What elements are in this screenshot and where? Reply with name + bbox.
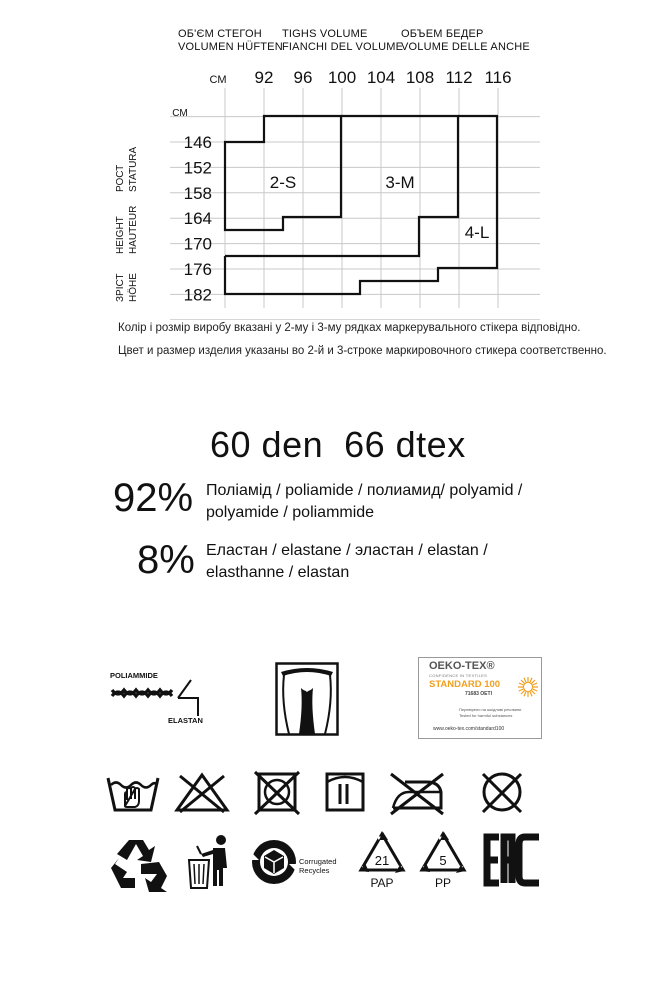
- hip-tick-label: 96: [293, 68, 313, 87]
- recycling-code-pap-icon: [357, 830, 407, 892]
- no-dry-clean-icon: [477, 770, 527, 816]
- recycle-icons-row: [105, 828, 555, 896]
- composition-line2-elastane: elasthanne / elastan: [206, 564, 350, 581]
- height-tick-label: 176: [183, 260, 212, 279]
- axis-label-hauteur: HAUTEUR: [128, 205, 139, 254]
- composition-text-elastane: [206, 540, 488, 584]
- oeko-brand: OEKO-TEX®: [429, 660, 495, 672]
- hip-unit-label: СМ: [209, 74, 227, 86]
- recycling-code-pp-icon: [418, 830, 468, 892]
- axis-label-zrist: ЗРІСТ: [115, 273, 126, 302]
- size-label-4l: 4-L: [464, 223, 490, 242]
- recycle-icon: [105, 834, 171, 894]
- oeko-tex-label: [418, 657, 542, 739]
- oeko-tagline: CONFIDENCE IN TEXTILES: [429, 673, 488, 678]
- composition-line2-polyamide: polyamide / poliammide: [206, 504, 375, 521]
- col-header-bedra-ru: ОБЪЕМ БЕДЕР: [401, 28, 484, 40]
- size-label-3m: 3-M: [385, 173, 415, 192]
- pp-number: 5: [439, 853, 447, 868]
- drip-dry-icon: [323, 770, 367, 816]
- composition-text-polyamide: [206, 480, 522, 524]
- height-unit-label: СМ: [172, 108, 188, 119]
- col-header-tighs-en: TIGHS VOLUME: [282, 28, 368, 40]
- height-tick-label: 152: [183, 158, 212, 178]
- composition-pct-elastane: 8%: [137, 538, 195, 582]
- axis-label-hohe: HÖHE: [128, 273, 139, 302]
- hip-tick-label: 100: [327, 68, 357, 87]
- fiber-label-bottom: ELASTAN: [168, 716, 203, 725]
- height-tick-label: 182: [183, 285, 212, 305]
- col-header-tighs-it: FIANCHI DEL VOLUME: [282, 41, 404, 53]
- composition-pct-polyamide: 92%: [113, 476, 194, 520]
- oeko-code: 71683 OETI: [465, 691, 492, 697]
- note-ru: Цвет и размер изделия указаны во 2-й и 3-строке маркировочного стикера соответственно.: [118, 345, 607, 357]
- axis-label-height: HEIGHT: [115, 216, 126, 254]
- hip-tick-label: 116: [484, 68, 512, 87]
- pap-number: 21: [374, 853, 390, 868]
- note-ua: Колір і розмір виробу вказані у 2-му і 3-му рядках маркерувального стікера відповідно.: [118, 322, 581, 334]
- col-header-hips-ua: ОБ'ЄМ СТЕГОН: [178, 28, 262, 40]
- height-tick-label: 158: [183, 183, 212, 203]
- height-tick-label: 146: [183, 133, 212, 152]
- oeko-sun-icon: [517, 676, 539, 698]
- corrugated-line1: Corrugated: [299, 857, 337, 866]
- oeko-standard: STANDARD 100: [429, 679, 501, 690]
- eac-logo: [483, 832, 545, 888]
- oeko-tested-en: Tested for harmful substances: [459, 713, 513, 718]
- tidy-man-icon: [185, 832, 237, 890]
- hip-tick-label: 104: [366, 68, 396, 87]
- hip-tick-label: 108: [405, 68, 435, 87]
- height-tick-label: 164: [183, 209, 212, 229]
- pp-label: PP: [434, 876, 452, 890]
- corrugated-line2: Recycles: [299, 866, 330, 875]
- fiber-label-top: POLIAMMIDE: [110, 671, 158, 680]
- wash-30-icon: [105, 770, 161, 816]
- no-iron-icon: [385, 770, 449, 816]
- oeko-tested-ua: Перевірено на шкідливі речовини: [459, 707, 522, 712]
- density-text: 60 den 66 dtex: [210, 424, 466, 465]
- no-tumble-dry-icon: [253, 770, 301, 816]
- axis-label-statura: STATURA: [128, 146, 139, 192]
- size-chart: [0, 0, 660, 320]
- size-region-4l: [225, 116, 497, 294]
- pap-label: PAP: [370, 876, 394, 890]
- no-bleach-icon: [172, 770, 232, 816]
- composition-line1-polyamide: Поліамід / poliamide / полиамид/ polyamid /: [206, 482, 523, 499]
- composition-line1-elastane: Еластан / elastane / эластан / elastan /: [206, 542, 488, 559]
- oeko-url: www.oeko-tex.com/standard100: [433, 726, 505, 732]
- corrugated-text: [299, 857, 337, 875]
- axis-label-rost: РОСТ: [115, 164, 126, 192]
- col-header-bedra-it: VOLUME DELLE ANCHE: [401, 41, 530, 53]
- care-icons-row: [105, 770, 545, 820]
- col-header-hips-de: VOLUMEN HÜFTEN: [178, 41, 283, 53]
- tights-icon: [275, 662, 339, 736]
- height-tick-label: 170: [183, 234, 212, 254]
- hip-tick-label: 112: [445, 68, 473, 87]
- fiber-blend-icon: [108, 668, 218, 726]
- hip-tick-label: 92: [254, 68, 274, 87]
- size-label-2s: 2-S: [269, 173, 297, 192]
